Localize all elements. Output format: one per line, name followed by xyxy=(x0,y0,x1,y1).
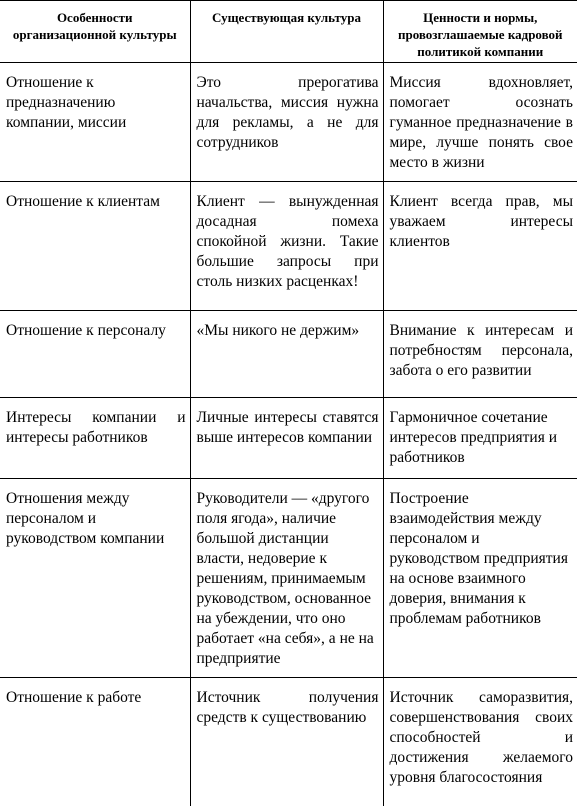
header-existing-culture: Существующая культура xyxy=(190,1,383,63)
row-feature-cell: Отношение к персоналу xyxy=(0,311,190,398)
row-feature-cell: Отношения между персоналом и руководством компании xyxy=(0,479,190,678)
table-row xyxy=(0,479,577,678)
row-declared-cell: Гармоничное сочетание интересов предприятия и работников xyxy=(383,398,577,479)
header-declared-values: Ценности и нормы, провозглашаемые кадровой политикой компании xyxy=(383,1,577,63)
row-declared-cell: Построение взаимодействия между персоналом и руководством предприятия на основе взаимного доверия, внимания к проблемам работников xyxy=(383,479,577,678)
row-existing-cell: Источник получения средств к существованию xyxy=(190,678,383,806)
row-existing-cell: Руководители — «другого поля ягода», наличие большой дистанции власти, недоверие к решениям, принимаемым руководством, основанное на убеждении, что оно работает «на себя», а не на предприятие xyxy=(190,479,383,678)
row-declared-cell: Источник саморазвития, совершенствования своих способностей и достижения желаемого уровня благосостояния xyxy=(383,678,577,806)
table-row xyxy=(0,678,577,806)
row-existing-cell: Клиент — вынужденная досадная помеха спокойной жизни. Такие большие запросы при столь низких расценках! xyxy=(190,182,383,311)
table-row xyxy=(0,182,577,311)
row-declared-cell: Миссия вдохновляет, помогает осознать гуманное предназначение в мире, лучше понять свое место в жизни xyxy=(383,63,577,182)
row-existing-cell: Это прерогатива начальства, миссия нужна для рекламы, а не для сотрудников xyxy=(190,63,383,182)
row-existing-cell: «Мы никого не держим» xyxy=(190,311,383,398)
row-declared-cell: Внимание к интересам и потребностям персонала, забота о его развитии xyxy=(383,311,577,398)
header-features: Особенности организационной культуры xyxy=(0,1,190,63)
row-declared-cell: Клиент всегда прав, мы уважаем интересы клиентов xyxy=(383,182,577,311)
row-feature-cell: Отношение к предназначению компании, миссии xyxy=(0,63,190,182)
table-header-row xyxy=(0,1,577,63)
row-feature-cell: Отношение к работе xyxy=(0,678,190,806)
table-row xyxy=(0,398,577,479)
table-row xyxy=(0,63,577,182)
row-feature-cell: Отношение к клиентам xyxy=(0,182,190,311)
row-feature-cell: Интересы компании и интересы работников xyxy=(0,398,190,479)
table-row xyxy=(0,311,577,398)
row-existing-cell: Личные интересы ставятся выше интересов компании xyxy=(190,398,383,479)
